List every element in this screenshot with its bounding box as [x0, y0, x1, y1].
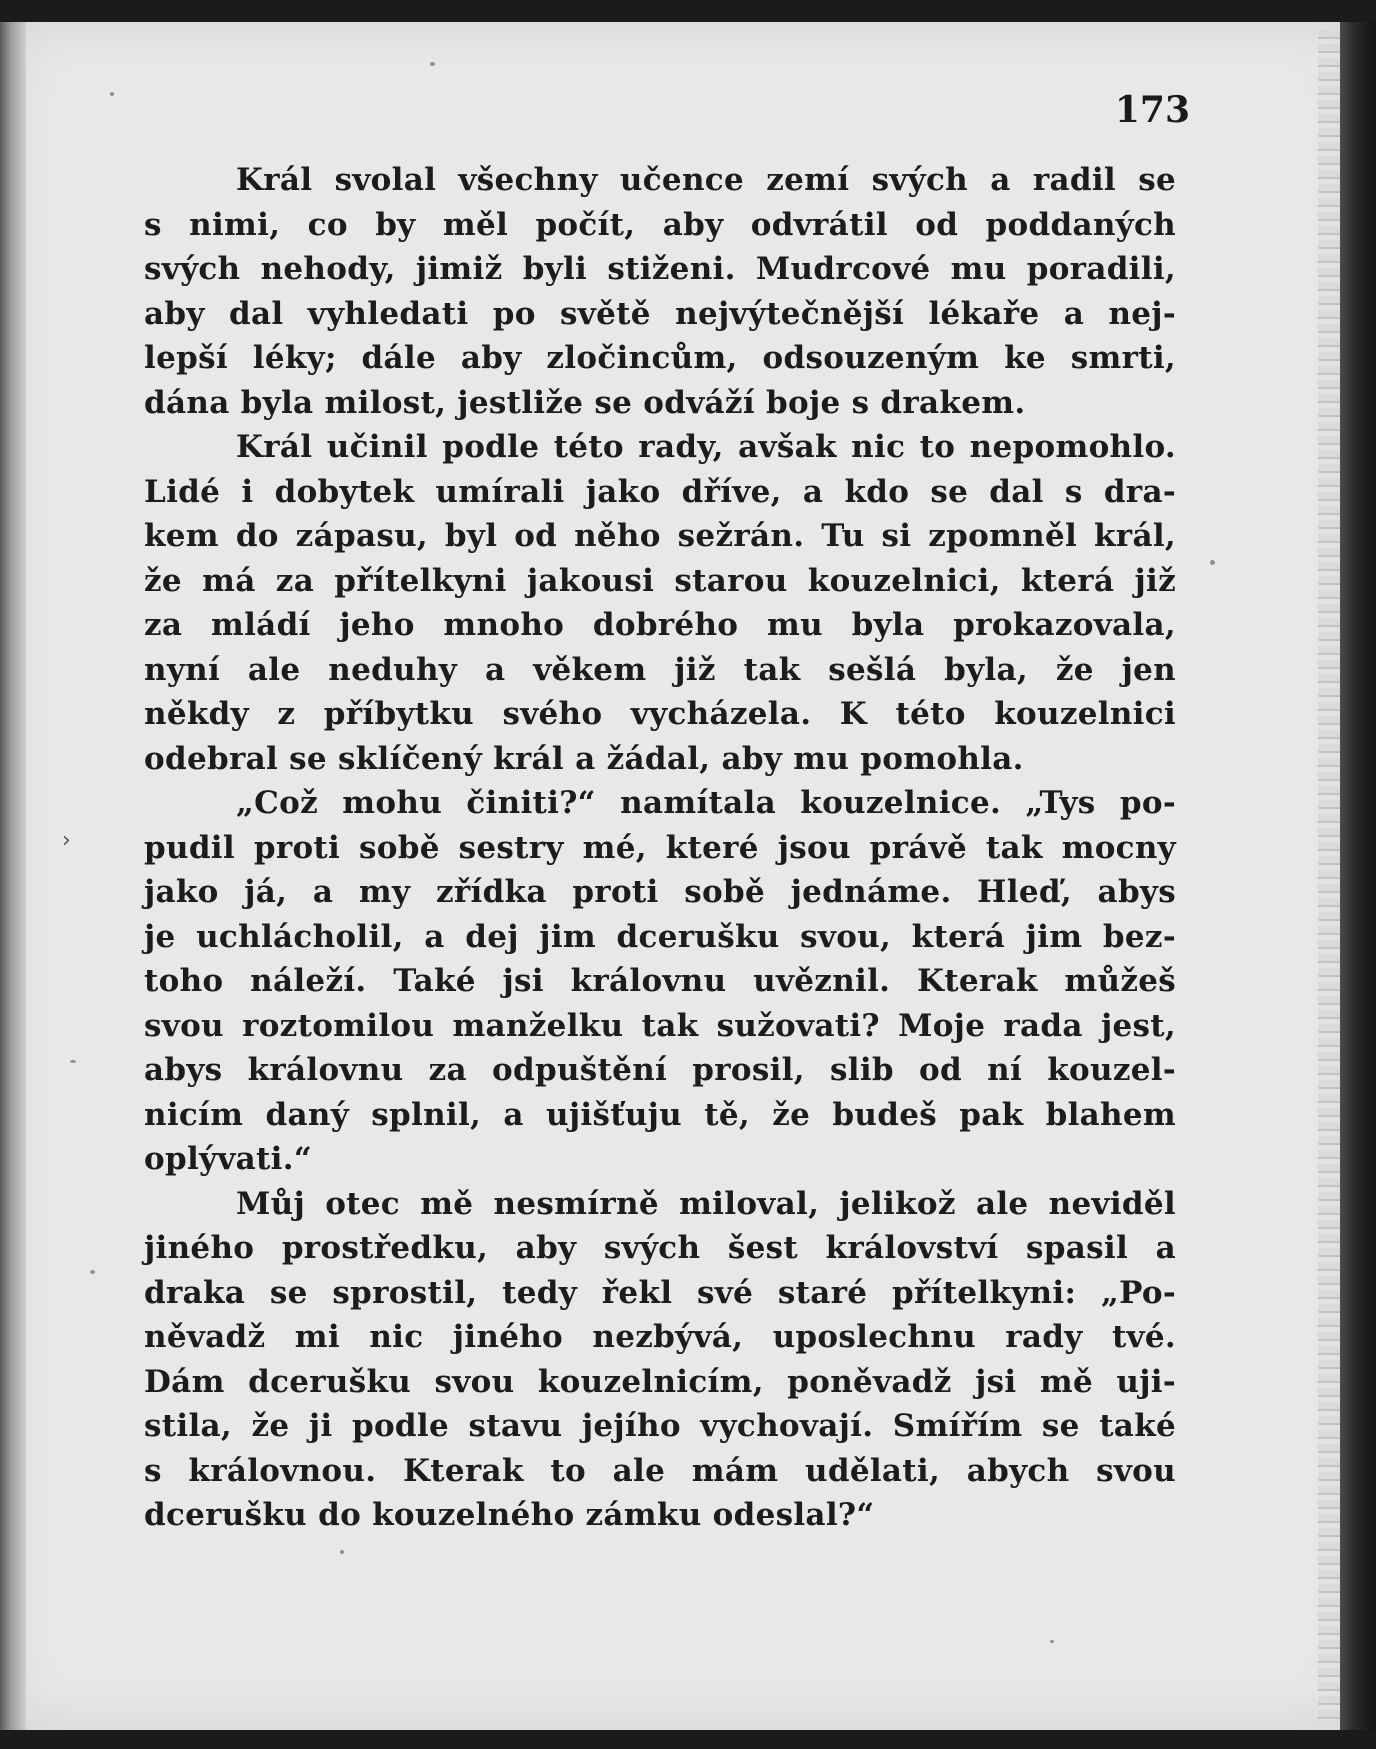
text-line: s královnou. Kterak to ale mám udělati, abych svou [144, 1452, 1176, 1489]
text-line: aby dal vyhledati po světě nejvýtečnější lékaře a nej- [144, 295, 1176, 332]
page-left-edge [0, 0, 26, 1749]
scan-bottom-border [0, 1730, 1376, 1749]
text-line: něvadž mi nic jiného nezbývá, uposlechnu rady tvé. [144, 1319, 1176, 1355]
text-line: Dám dcerušku svou kouzelnicím, poněvadž jsi mě uji- [144, 1363, 1176, 1400]
paper-speck [1210, 560, 1215, 565]
text-line: toho náleží. Také jsi královnu uvěznil. Kterak můžeš [144, 963, 1176, 999]
text-line: dcerušku do kouzelného zámku odeslal?“ [144, 1497, 875, 1533]
text-line: dána byla milost, jestliže se odváží boje s drakem. [144, 384, 1026, 421]
text-line: lepší léky; dále aby zločincům, odsouzeným ke smrti, [144, 340, 1176, 376]
page-number: 173 [1114, 89, 1190, 131]
text-line: Můj otec mě nesmírně miloval, jelikož ale neviděl [236, 1185, 1176, 1222]
text-line: za mládí jeho mnoho dobrého mu byla prokazovala, [144, 607, 1176, 643]
text-line: odebral se sklíčený král a žádal, aby mu pomohla. [144, 740, 1024, 777]
text-line: jako já, a my zřídka proti sobě jednáme. Hleď, abys [144, 874, 1176, 910]
text-line: svých nehody, jimiž byli stiženi. Mudrcové mu poradili, [144, 251, 1176, 287]
text-line: Král svolal všechny učence zemí svých a radil se [236, 162, 1176, 198]
text-line: Král učinil podle této rady, avšak nic to nepomohlo. [236, 429, 1176, 465]
paper-speck [90, 1270, 95, 1274]
text-line: draka se sprostil, tedy řekl své staré přítelkyni: „Po- [144, 1274, 1176, 1311]
text-line: svou roztomilou manželku tak sužovati? Moje rada jest, [144, 1007, 1176, 1044]
text-line: Lidé i dobytek umírali jako dříve, a kdo se dal s dra- [144, 473, 1176, 510]
text-line: stila, že ji podle stavu jejího vychovají. Smířím se také [144, 1408, 1176, 1444]
body-text [144, 158, 1176, 1538]
text-line: je uchlácholil, a dej jim dcerušku svou, která jim bez- [144, 918, 1176, 955]
text-line: abys královnu za odpuštění prosil, slib od ní kouzel- [144, 1052, 1176, 1088]
text-line: nicím daný splnil, a ujišťuju tě, že budeš pak blahem [144, 1096, 1176, 1133]
text-line: oplývati.“ [144, 1141, 312, 1177]
text-line: někdy z příbytku svého vycházela. K této kouzelnici [144, 696, 1176, 732]
paper-speck [1050, 1640, 1054, 1643]
scan-top-border [0, 0, 1376, 22]
text-line: že má za přítelkyni jakousi starou kouzelnici, která již [144, 562, 1176, 599]
paper-speck [110, 92, 114, 96]
page-right-shadow [1340, 0, 1376, 1749]
margin-mark: › [62, 828, 71, 853]
text-line: s nimi, co by měl počít, aby odvrátil od poddaných [144, 206, 1176, 243]
paper-speck [430, 62, 435, 66]
text-line: nyní ale neduhy a věkem již tak sešlá byla, že jen [144, 651, 1176, 688]
text-line: jiného prostředku, aby svých šest království spasil a [144, 1230, 1176, 1266]
text-line: pudil proti sobě sestry mé, které jsou právě tak mocny [144, 829, 1176, 866]
paper-speck [70, 1060, 76, 1063]
text-line: „Což mohu činiti?“ namítala kouzelnice. „Tys po- [236, 785, 1176, 821]
text-line: kem do zápasu, byl od něho sežrán. Tu si zpomněl král, [144, 518, 1176, 554]
paper-speck [340, 1550, 344, 1554]
